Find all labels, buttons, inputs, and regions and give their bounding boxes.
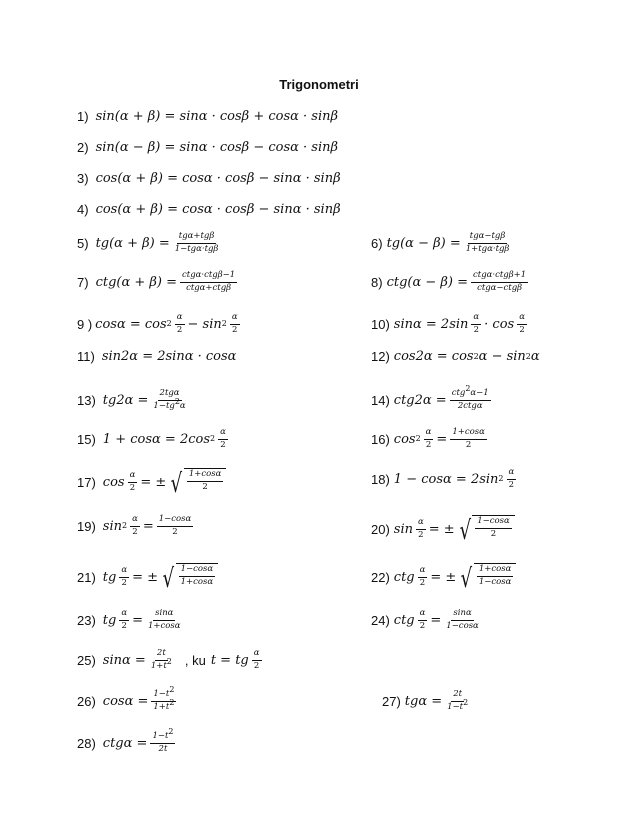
fraction xyxy=(146,609,183,632)
formula-number: 17) xyxy=(77,474,96,490)
exponent: 2 xyxy=(166,656,172,666)
denominator: 2 xyxy=(418,529,424,540)
fraction xyxy=(230,313,240,336)
formula-part: cos xyxy=(393,431,416,447)
denominator: 2t xyxy=(158,743,168,754)
formula-number: 8) xyxy=(371,274,383,290)
numerator: 1−cosα xyxy=(475,517,512,529)
denominator: 2 xyxy=(220,439,226,450)
formula-part: cos2α = cos xyxy=(393,349,474,364)
formula-8 xyxy=(371,271,531,294)
formula-number: 21) xyxy=(77,569,96,585)
exponent: 2 xyxy=(169,685,175,695)
formula-part: ctgα = xyxy=(102,735,148,751)
radicand xyxy=(472,515,515,540)
formula-lhs: ctg2α = xyxy=(393,392,447,408)
numerator: tgα−tgβ xyxy=(468,232,508,244)
fraction xyxy=(507,468,517,491)
formula-13 xyxy=(77,389,191,412)
fraction xyxy=(418,566,428,589)
numerator: ctgα·ctgβ+1 xyxy=(471,271,528,283)
denominator: 2 xyxy=(232,324,238,335)
formula-part: tg xyxy=(102,612,117,628)
denominator-part: 1−t xyxy=(447,701,464,712)
formula-number: 16) xyxy=(371,431,390,447)
formula-part: sin xyxy=(102,518,122,534)
square-root xyxy=(168,468,226,500)
numerator: ctgα·ctgβ−1 xyxy=(180,271,237,283)
formula-part: · cos xyxy=(484,316,515,332)
numerator-part: α−1 xyxy=(470,388,489,398)
formula-number: 23) xyxy=(77,612,96,628)
denominator-part: 1+t xyxy=(150,660,167,671)
numerator-part: 1−t xyxy=(152,731,169,741)
formula-number: 28) xyxy=(77,735,96,751)
formula-3 xyxy=(77,172,341,185)
formula-10 xyxy=(371,313,530,336)
numerator xyxy=(150,727,175,744)
square-root xyxy=(160,563,218,595)
formula-6 xyxy=(371,232,514,255)
denominator: 1+cosα xyxy=(148,620,181,631)
fraction xyxy=(252,649,262,672)
formula-part: = ± xyxy=(140,474,167,490)
numerator: α xyxy=(471,313,481,325)
denominator: 1+cosα xyxy=(180,576,214,587)
denominator: 2 xyxy=(172,526,178,537)
formula-19: 19) sin 2 $\frac{\alpha}{2}$ = $\frac{1-\cos\alpha}{2}$ xyxy=(77,514,192,537)
numerator: 2tgα xyxy=(158,389,182,401)
formula-20 xyxy=(371,515,515,547)
square-root xyxy=(458,563,516,595)
formula-number: 25) xyxy=(77,652,96,668)
formula-number: 7) xyxy=(77,274,89,290)
denominator: 2 xyxy=(202,481,208,492)
formula-14 xyxy=(371,384,494,412)
formula-lhs: tg(α − β) = xyxy=(386,235,461,251)
fraction xyxy=(477,565,514,588)
fraction xyxy=(418,609,428,632)
formula-number: 6) xyxy=(371,235,383,251)
formula-21 xyxy=(77,563,218,595)
formula-part: sin xyxy=(393,521,413,537)
formula-text: cos(α + β) = cosα · cosβ − sinα · sinβ xyxy=(95,202,341,217)
formula-part: − sin xyxy=(187,316,222,332)
denominator: ctgα+ctgβ xyxy=(186,282,232,293)
exponent: 2 xyxy=(169,697,175,707)
formula-part: = ± xyxy=(430,569,457,585)
formula-22 xyxy=(371,563,516,595)
formula-number: 12) xyxy=(371,349,390,364)
numerator: α xyxy=(119,609,129,621)
numerator: α xyxy=(418,609,428,621)
denominator: 2 xyxy=(473,324,479,335)
numerator: 1+cosα xyxy=(450,428,487,440)
numerator: 2t xyxy=(155,649,168,661)
numerator: α xyxy=(418,566,428,578)
numerator: 1+cosα xyxy=(477,565,514,577)
fraction xyxy=(471,271,528,294)
formula-5 xyxy=(77,232,223,255)
equals-sign: = xyxy=(132,612,143,628)
radical-sign: √ xyxy=(460,564,473,595)
formula-7 xyxy=(77,271,240,294)
formula-part: cosα = cos xyxy=(95,316,167,332)
denominator xyxy=(151,697,176,713)
formula-part: 1 − cosα = 2sin xyxy=(393,471,499,487)
fraction xyxy=(464,232,512,255)
fraction xyxy=(173,232,221,255)
denominator: 2 xyxy=(253,660,260,671)
formula-part: = ± xyxy=(132,569,159,585)
fraction xyxy=(150,727,175,755)
formula-number: 14) xyxy=(371,392,390,408)
numerator: α xyxy=(424,428,434,440)
formula-number: 1) xyxy=(77,109,89,124)
denominator: 2 xyxy=(121,620,127,631)
numerator: α xyxy=(416,518,426,530)
fraction xyxy=(445,690,470,713)
formula-12: 12) cos2α = cos 2 α − sin 2 α xyxy=(371,349,540,364)
fraction xyxy=(157,515,194,538)
fraction xyxy=(475,517,512,540)
denominator: 2ctgα xyxy=(457,400,483,411)
fraction xyxy=(180,271,237,294)
formula-part: tg xyxy=(102,569,117,585)
fraction xyxy=(187,470,224,493)
denominator-part: 1+t xyxy=(153,701,170,712)
denominator xyxy=(151,396,187,412)
formula-text: sin(α − β) = sinα · cosβ − cosα · sinβ xyxy=(95,140,339,155)
formula-number: 3) xyxy=(77,171,89,186)
denominator: 2 xyxy=(519,324,525,335)
formula-number: 24) xyxy=(371,612,390,628)
square-root xyxy=(457,515,515,547)
formula-number: 2) xyxy=(77,140,89,155)
radical-sign: √ xyxy=(170,469,183,500)
formula-24 xyxy=(371,609,484,632)
formula-23 xyxy=(77,609,186,632)
formula-part: tgα = xyxy=(404,693,443,709)
formula-lhs: ctg(α − β) = xyxy=(386,274,469,290)
denominator: 1+tgα·tgβ xyxy=(465,243,510,254)
denominator: 1−cosα xyxy=(446,620,479,631)
formula-26 xyxy=(77,685,179,713)
equals-sign: = xyxy=(430,612,442,628)
formula-number: 22) xyxy=(371,569,390,585)
formula-lhs: tg(α + β) = xyxy=(95,235,170,251)
numerator: sinα xyxy=(451,609,473,621)
formula-28 xyxy=(77,727,178,755)
denominator: 2 xyxy=(419,577,426,588)
denominator: 1−cosα xyxy=(478,576,512,587)
formula-part: cos xyxy=(102,474,125,490)
numerator: α xyxy=(175,313,185,325)
denominator xyxy=(445,697,470,713)
formula-number: 5) xyxy=(77,235,89,251)
page-title: Trigonometri xyxy=(279,77,359,92)
formula-27 xyxy=(382,690,473,713)
numerator: 1−cosα xyxy=(179,565,216,577)
numerator xyxy=(450,384,491,401)
fraction xyxy=(119,566,129,589)
numerator: 1−cosα xyxy=(157,515,194,527)
formula-part: sinα = 2sin xyxy=(393,316,469,332)
formula-15: 15) 1 + cosα = 2cos 2 $\frac{\alpha}{2}$ xyxy=(77,427,226,450)
denominator: 2 xyxy=(465,439,472,450)
denominator-part: 1−tg xyxy=(153,400,175,411)
numerator: α xyxy=(218,428,228,440)
numerator-part: ctg xyxy=(451,388,466,398)
fraction xyxy=(450,384,491,412)
fraction xyxy=(517,313,527,336)
exponent: 2 xyxy=(174,396,180,406)
formula-9: 9 ) cosα = cos 2 $\frac{\alpha}{2}$ − sin 2 $\frac{\alpha}{2}$ xyxy=(77,312,238,335)
formula-part: ctg xyxy=(393,612,415,628)
exponent: 2 xyxy=(463,697,469,707)
radical-sign: √ xyxy=(459,516,471,547)
fraction xyxy=(450,428,487,451)
formula-25 xyxy=(77,649,265,672)
denominator: 2 xyxy=(419,620,426,631)
formula-2 xyxy=(77,141,338,154)
formula-number: 15) xyxy=(77,431,96,447)
formula-11 xyxy=(77,350,236,363)
numerator: 2t xyxy=(451,690,464,702)
denominator: 2 xyxy=(121,577,127,588)
denominator xyxy=(149,656,174,672)
numerator: tgα+tgβ xyxy=(177,232,217,244)
numerator: α xyxy=(252,649,262,661)
formula-part: α − sin xyxy=(478,349,526,364)
fraction xyxy=(179,565,216,588)
formula-lhs: ctg(α + β) = xyxy=(95,274,178,290)
fraction xyxy=(416,518,426,541)
formula-number: 18) xyxy=(371,471,390,487)
formula-part: 1 + cosα = 2cos xyxy=(102,431,210,447)
exponent: 2 xyxy=(465,384,471,394)
formula-text: sin2α = 2sinα · cosα xyxy=(101,349,237,364)
numerator: α xyxy=(128,471,138,483)
formula-part: sinα = xyxy=(102,652,146,668)
formula-part: α xyxy=(530,349,540,364)
formula-number: 4) xyxy=(77,202,89,217)
fraction xyxy=(175,313,185,336)
numerator: 1+cosα xyxy=(187,470,224,482)
denominator: 1−tgα·tgβ xyxy=(174,243,219,254)
formula-1 xyxy=(77,110,338,123)
formula-number: 11) xyxy=(77,349,95,364)
formula-18: 18) 1 − cosα = 2sin 2 $\frac{\alpha}{2}$ xyxy=(371,467,515,490)
equals-sign: = xyxy=(436,431,448,447)
formula-number: 26) xyxy=(77,693,96,709)
denominator-part: α xyxy=(179,400,186,411)
formula-16: 16) cos 2 $\frac{\alpha}{2}$ = $\frac{1+\cos\alpha}{2}$ xyxy=(371,427,485,450)
numerator: α xyxy=(119,566,129,578)
denominator: ctgα−ctgβ xyxy=(477,282,523,293)
formula-connector: , ku xyxy=(184,652,206,668)
formula-part: ctg xyxy=(393,569,415,585)
denominator: 2 xyxy=(129,482,136,493)
numerator-part: 1−t xyxy=(153,689,170,699)
fraction xyxy=(128,471,138,494)
formula-4 xyxy=(77,203,341,216)
radicand xyxy=(474,563,517,588)
numerator: α xyxy=(130,515,140,527)
formula-part: cosα = xyxy=(102,693,149,709)
fraction xyxy=(444,609,481,632)
formula-lhs: tg2α = xyxy=(102,392,149,408)
exponent: 2 xyxy=(168,727,174,737)
fraction xyxy=(119,609,129,632)
numerator: sinα xyxy=(153,609,175,621)
denominator: 2 xyxy=(508,479,515,490)
fraction xyxy=(130,515,140,538)
equals-sign: = xyxy=(142,518,154,534)
formula-number: 10) xyxy=(371,316,390,332)
denominator: 2 xyxy=(132,526,138,537)
fraction xyxy=(424,428,434,451)
radical-sign: √ xyxy=(162,564,175,595)
formula-part: = ± xyxy=(428,521,455,537)
formula-part: t = tg xyxy=(210,652,249,668)
formula-number: 20) xyxy=(371,521,390,537)
formula-text: sin(α + β) = sinα · cosβ + cosα · sinβ xyxy=(95,109,339,124)
radicand xyxy=(184,468,227,493)
denominator: 2 xyxy=(425,439,432,450)
fraction xyxy=(151,389,187,412)
denominator: 2 xyxy=(490,528,497,539)
denominator: 2 xyxy=(176,324,183,335)
formula-number: 27) xyxy=(382,693,401,709)
formula-number: 13) xyxy=(77,392,96,408)
formula-number: 19) xyxy=(77,518,96,534)
fraction xyxy=(151,685,176,713)
formula-number: 9 ) xyxy=(77,316,93,332)
formula-text: cos(α + β) = cosα · cosβ − sinα · sinβ xyxy=(95,171,341,186)
numerator: α xyxy=(507,468,517,480)
formula-17 xyxy=(77,468,226,500)
radicand xyxy=(176,563,219,588)
fraction xyxy=(218,428,228,451)
fraction xyxy=(471,313,481,336)
numerator: α xyxy=(230,313,240,325)
numerator: α xyxy=(517,313,527,325)
fraction xyxy=(149,649,174,672)
